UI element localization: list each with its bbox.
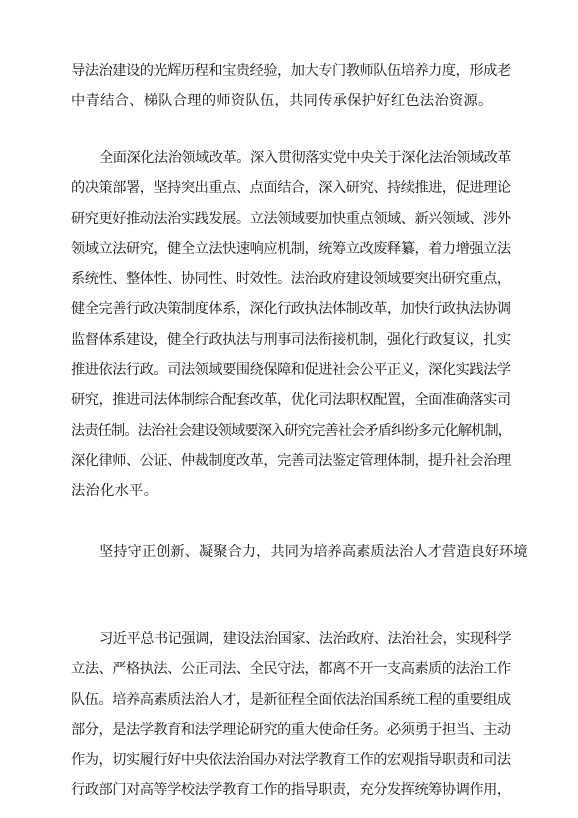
paragraph-legal-talent [71,624,511,806]
text-line: 导法治建设的光辉历程和宝贵经验，加大专门教师队伍培养力度，形成老 [71,63,511,79]
text-line: 研究，推进司法体制综合配套改革，优化司法职权配置，全面准确落实司 [71,392,511,409]
text-line: 推进依法行政。司法领域要围绕保障和促进社会公平正义，深化实践法学 [71,362,511,379]
text-line: 系统性、整体性、协同性、时效性。法治政府建设领域要突出研究重点， [71,271,511,288]
text-line: 习近平总书记强调，建设法治国家、法治政府、法治社会，实现科学 [99,631,512,647]
text-line: 研究更好推动法治实践发展。立法领域要加快重点领域、新兴领域、涉外 [71,210,511,227]
text-line: 立法、严格执法、公正司法、全民守法，都离不开一支高素质的法治工作 [71,661,511,678]
text-line: 深化律师、公证、仲裁制度改革，完善司法鉴定管理体制，提升社会治理 [71,452,511,469]
text-line: 中青结合、梯队合理的师资队伍，共同传承保护好红色法治资源。 [71,93,493,110]
text-line: 作为，切实履行好中央依法治国办对法学教育工作的宏观指导职责和司法 [71,752,511,769]
section-heading: 坚持守正创新、凝聚合力，共同为培养高素质法治人才营造良好环境 [99,544,528,560]
paragraph-legacy-resources [71,56,511,117]
text-line: 法治化水平。 [71,483,159,500]
text-line: 健全完善行政决策制度体系，深化行政执法体制改革，加快行政执法协调 [71,301,511,318]
paragraph-deepen-reform [71,143,511,507]
text-line: 部分，是法学教育和法学理论研究的重大使命任务。必须勇于担当、主动 [71,721,511,738]
text-line: 的决策部署，坚持突出重点、点面结合，深入研究、持续推进，促进理论 [71,180,511,197]
text-line: 法责任制。法治社会建设领域要深入研究完善社会矛盾纠纷多元化解机制， [71,422,512,439]
text-line: 领域立法研究，健全立法快速响应机制，统筹立改废释纂，着力增强立法 [71,240,511,257]
text-line: 监督体系建设，健全行政执法与刑事司法衔接机制，强化行政复议，扎实 [71,331,511,348]
text-line: 队伍。培养高素质法治人才，是新征程全面依法治国系统工程的重要组成 [71,691,511,708]
text-line: 全面深化法治领域改革。深入贯彻落实党中央关于深化法治领域改革 [99,150,512,166]
text-line: 行政部门对高等学校法学教育工作的指导职责，充分发挥统筹协调作用， [71,782,511,799]
